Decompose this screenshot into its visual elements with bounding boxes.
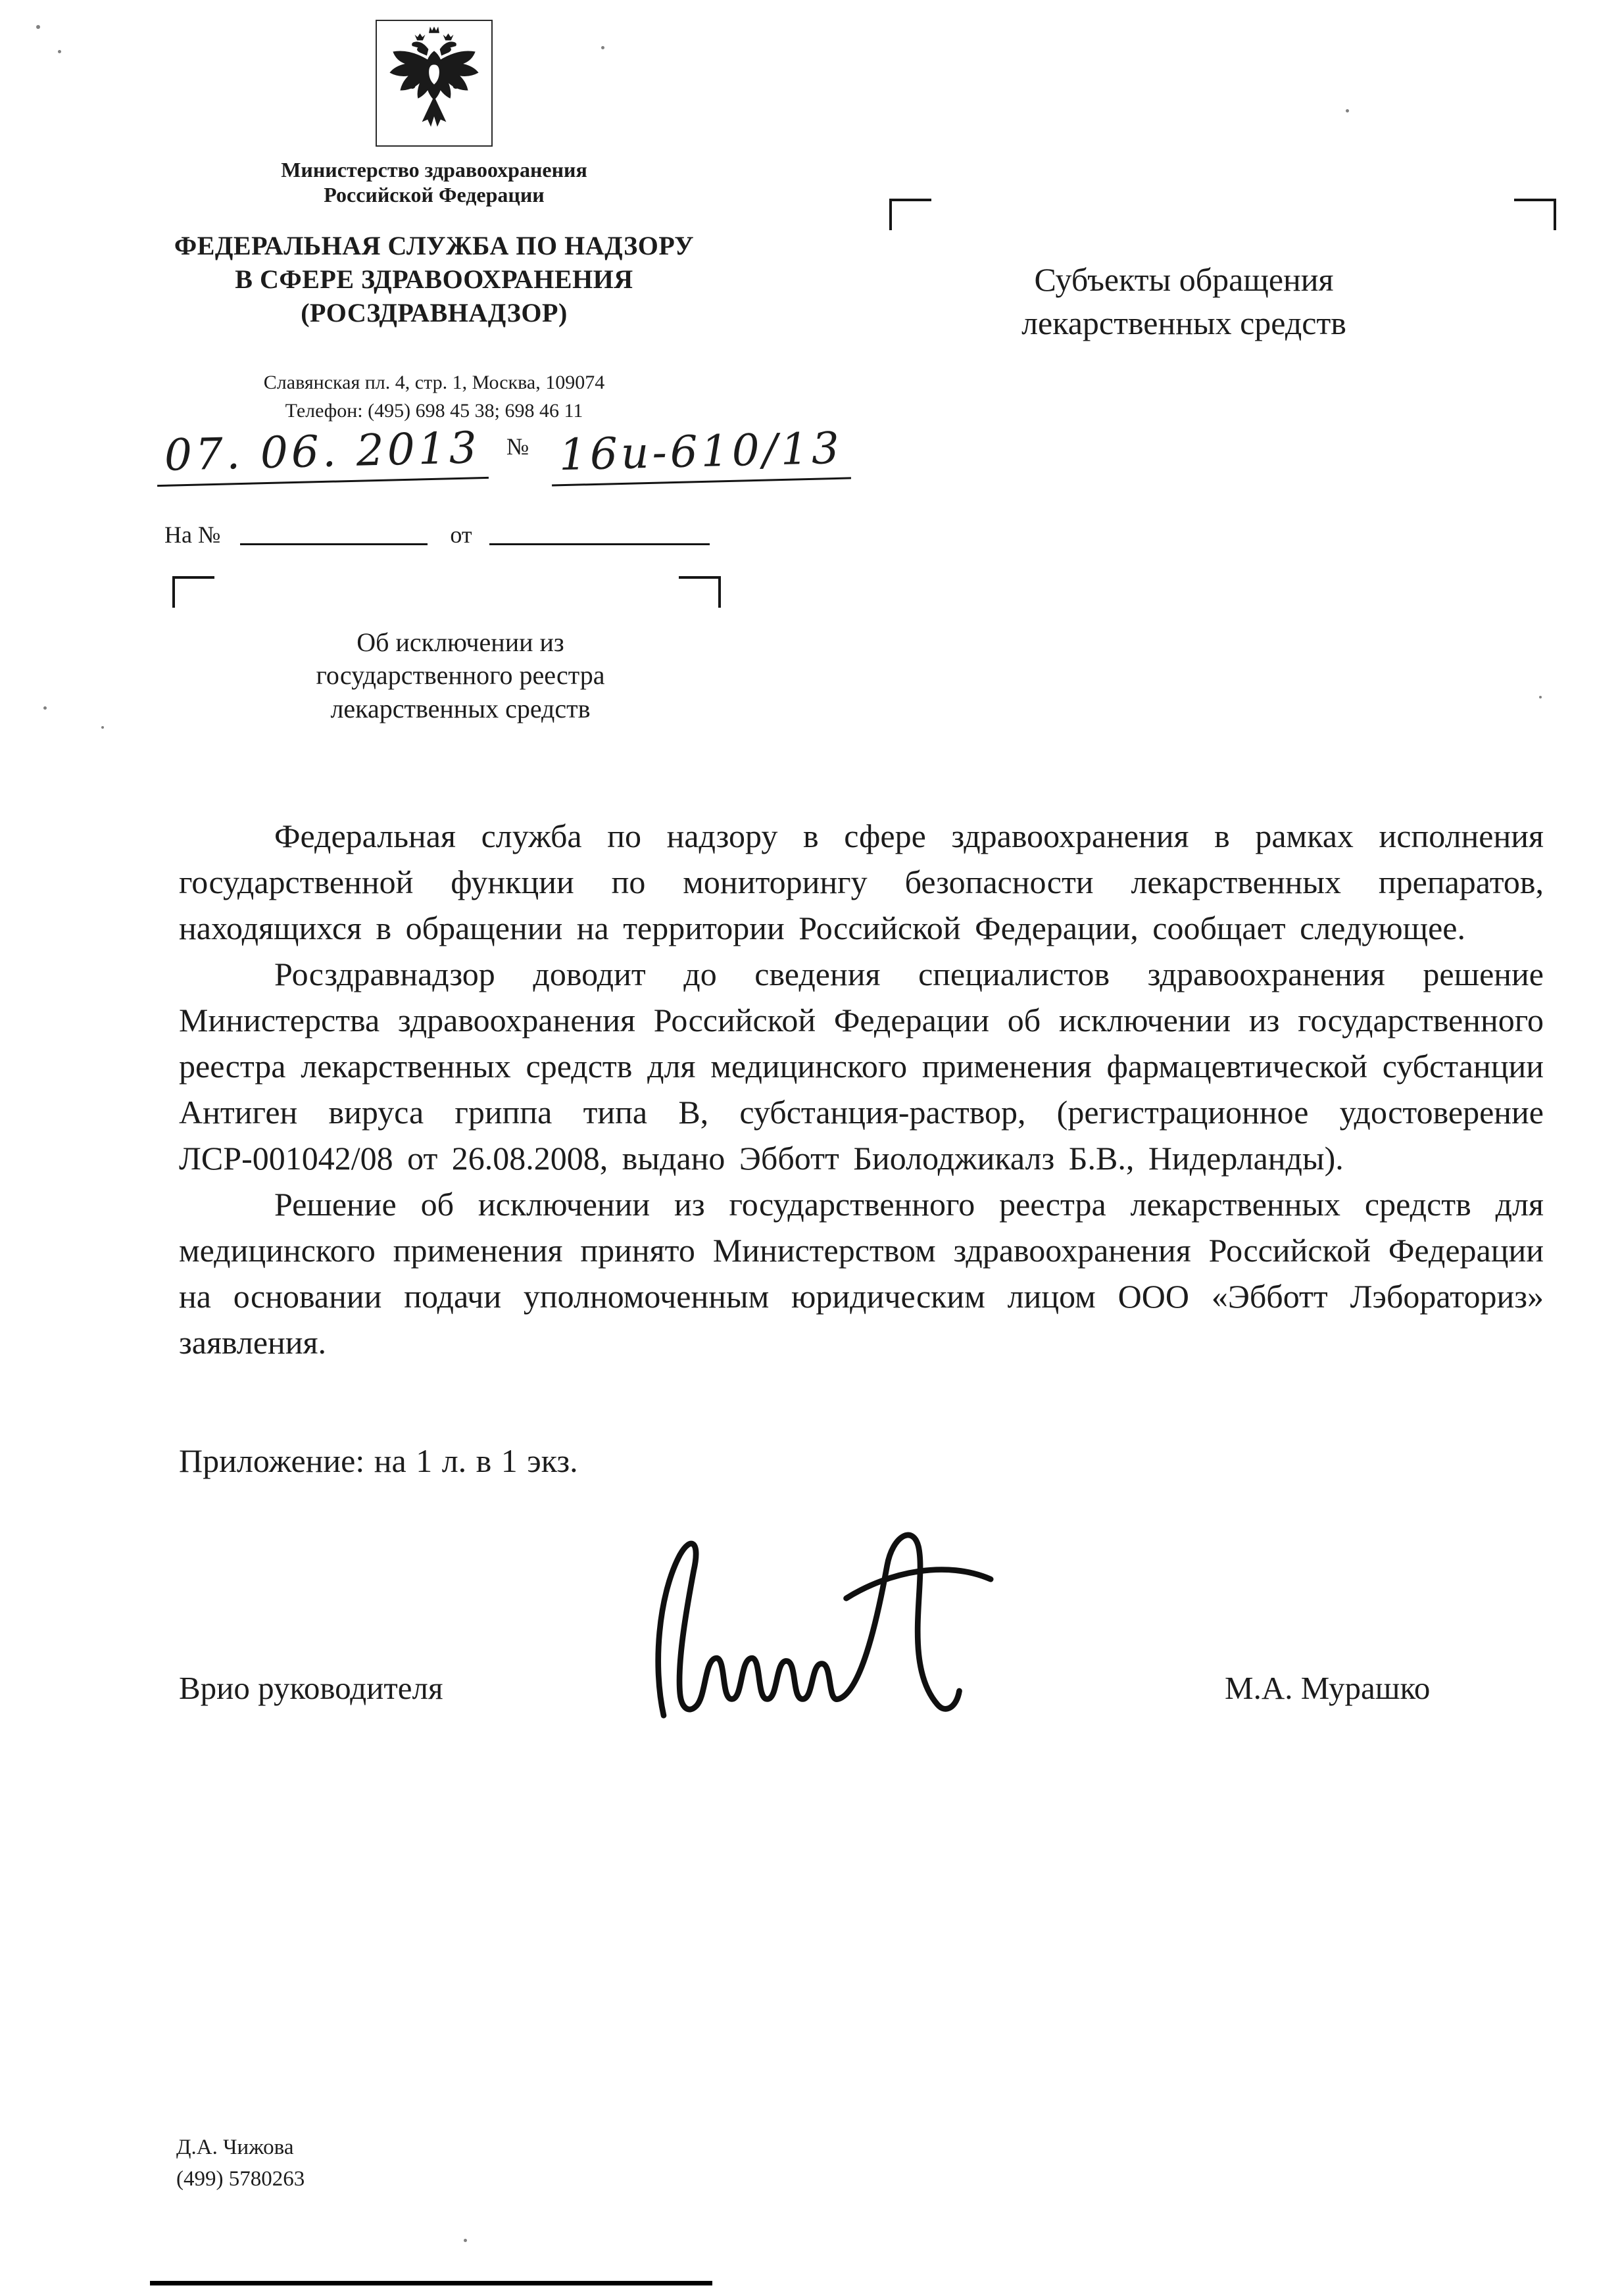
reply-label: На № xyxy=(164,522,221,548)
signer-name: М.А. Мурашко xyxy=(1225,1670,1431,1706)
coat-of-arms-frame xyxy=(376,20,493,147)
executor-block xyxy=(176,2132,305,2195)
reply-reference-row xyxy=(164,521,710,549)
addressee-corner-mark-right xyxy=(1514,199,1556,230)
coat-of-arms-icon xyxy=(385,130,483,141)
ministry-name xyxy=(92,157,776,208)
attachment-line: Приложение: на 1 л. в 1 экз. xyxy=(179,1442,578,1479)
outgoing-reference-row xyxy=(157,422,850,483)
addressee-line2: лекарственных средств xyxy=(1021,305,1346,341)
subject-corner-mark-left xyxy=(172,576,214,608)
ministry-name-line2: Российской Федерации xyxy=(324,183,545,207)
body-paragraph-2: Росздравнадзор доводит до сведения специалистов здравоохранения решение Министерства здравоохранения Российской Федерации об исключении из государственного реестра лекарственных средств для медицинского применения фармацевтической субстанции Антиген вируса гриппа типа В, субстанция-раствор, (регистрационное удостоверение ЛСР-001042/08 от 26.08.2008, выдано Эбботт Биолоджикалз Б.В., Нидерланды). xyxy=(179,956,1544,1177)
handwritten-signature-icon xyxy=(645,1500,1026,1730)
ministry-name-line1: Министерство здравоохранения xyxy=(281,158,587,182)
addressee-corner-mark-left xyxy=(889,199,931,230)
reply-from-label: от xyxy=(450,522,472,548)
body-paragraph-1: Федеральная служба по надзору в сфере здравоохранения в рамках исполнения государственной функции по мониторингу безопасности лекарственных препаратов, находящихся в обращении на территории Российской Федерации, сообщает следующее. xyxy=(179,818,1544,946)
agency-contacts xyxy=(92,369,776,425)
executor-phone: (499) 5780263 xyxy=(176,2166,305,2191)
scan-speck xyxy=(601,46,604,49)
signer-position-title: Врио руководителя xyxy=(179,1670,443,1706)
subject-line1: Об исключении из xyxy=(356,627,564,657)
addressee-block xyxy=(967,258,1401,345)
outgoing-number-handwritten: 16и-610/13 xyxy=(551,422,851,486)
agency-name-line3: (РОСЗДРАВНАДЗОР) xyxy=(301,298,568,328)
scan-speck xyxy=(1346,109,1349,112)
outgoing-date-handwritten: 07. 06. 2013 xyxy=(156,422,489,487)
reply-date-blank xyxy=(489,521,710,545)
subject-corner-mark-right xyxy=(679,576,721,608)
subject-block xyxy=(273,626,648,725)
scan-speck xyxy=(464,2239,467,2242)
number-sign: № xyxy=(506,433,529,460)
bottom-scan-line xyxy=(150,2281,712,2285)
agency-name-line2: В СФЕРЕ ЗДРАВООХРАНЕНИЯ xyxy=(235,264,633,294)
addressee-line1: Субъекты обращения xyxy=(1034,261,1334,298)
scan-speck xyxy=(1539,696,1542,698)
scan-speck xyxy=(43,706,47,710)
executor-name: Д.А. Чижова xyxy=(176,2136,294,2159)
agency-phone: Телефон: (495) 698 45 38; 698 46 11 xyxy=(285,399,583,422)
body-paragraph-3: Решение об исключении из государственного реестра лекарственных средств для медицинского применения принято Министерством здравоохранения Российской Федерации на основании подачи уполномоченным юридическим лицом ООО «Эбботт Лэбораториз» заявления. xyxy=(179,1186,1544,1361)
subject-line3: лекарственных средств xyxy=(330,693,591,723)
subject-line2: государственного реестра xyxy=(316,660,605,691)
agency-address: Славянская пл. 4, стр. 1, Москва, 109074 xyxy=(263,372,605,394)
scan-speck xyxy=(58,50,61,53)
scan-speck xyxy=(101,726,104,729)
letter-body xyxy=(179,813,1544,1484)
reply-number-blank xyxy=(240,521,428,545)
agency-name xyxy=(92,229,776,330)
scan-speck xyxy=(36,25,40,29)
letterhead xyxy=(92,20,776,426)
agency-name-line1: ФЕДЕРАЛЬНАЯ СЛУЖБА ПО НАДЗОРУ xyxy=(174,230,695,260)
